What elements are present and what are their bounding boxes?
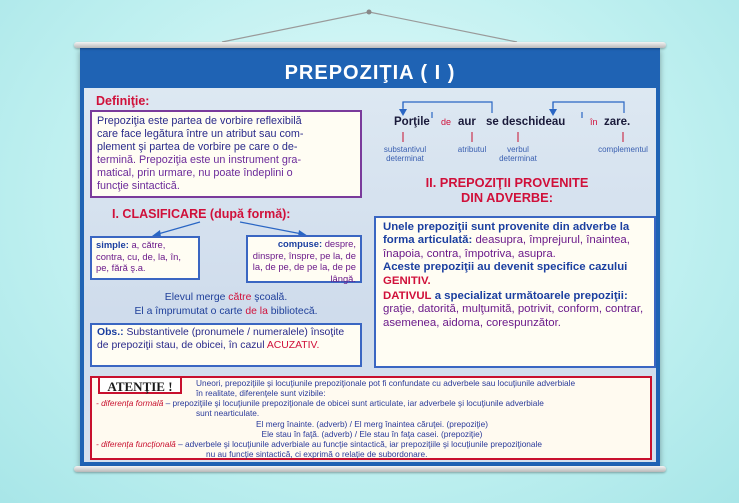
top-rod: [74, 42, 666, 48]
adverb-paragraph-1: Unele prepoziţii sunt provenite din adverbe la forma articulată: deasupra, împrejurul, înaintea, înapoia, contra, împotriva, asupra.: [383, 221, 630, 260]
classification-title: I. CLASIFICARE (după formă):: [112, 207, 291, 221]
compound-prepositions-list: despre, dinspre, înspre, pe la, de la, de pe, de pe la, de pe lângă.: [252, 238, 356, 284]
sentence-preposition: în: [590, 117, 598, 127]
attention-intro: Uneori, prepoziţiile şi locuţiunile prepoziţionale pot fi confundate cu adverbele sau locuţiunile adverbiale: [196, 378, 576, 388]
sentence-word: se deschideau: [486, 116, 566, 128]
simple-prepositions-box: simple: a, către, contra, cu, de, la, în, pe, fără ş.a.: [90, 236, 200, 280]
definition-line: funcţie sintactică.: [97, 180, 180, 192]
observation-box: Obs.: Substantivele (pronumele / numeralele) însoţite de prepoziţii stau, de obicei, în cazul ACUZATIV.: [90, 323, 362, 367]
adverb-paragraph-3: DATIVUL a specializat următoarele prepoziţii: graţie, datorită, mulţumită, potrivit, conform, contrar, asemenea, aidoma, corespunzător.: [383, 290, 644, 329]
tag-attribute: atributul: [457, 145, 487, 154]
definition-line: care face legătura între un atribut sau com-: [97, 128, 304, 140]
definition-box: [90, 110, 362, 198]
attention-example-1: El merg înainte. (adverb) / El merg înaintea căruţei. (prepoziţie): [256, 419, 488, 429]
tag-noun: substantivul determinat: [383, 145, 427, 163]
sentence-preposition: de: [441, 117, 452, 127]
attention-example-2: Ele stau în faţă. (adverb) / Ele stau în faţa casei. (prepoziţie): [261, 429, 483, 439]
adverb-prepositions-box: [374, 216, 656, 368]
tag-complement: complementul: [598, 145, 648, 154]
example-1: Elevul merge către şcoală.: [164, 292, 288, 303]
sentence-word: zare.: [604, 116, 631, 128]
attention-formal-2: sunt nearticulate.: [196, 408, 260, 418]
tag-verb: verbul determinat: [499, 145, 537, 163]
attention-intro-2: în realitate, diferenţele sunt vizibile:: [196, 388, 326, 398]
attention-functional: - diferenţa funcţională – adverbele şi locuţiunile adverbiale au funcţie sintactică, iar prepoziţiile şi locuţiunile prepoziţionale: [96, 439, 542, 449]
sentence-word: Porţile: [394, 116, 430, 128]
attention-label: ATENŢIE !: [98, 376, 182, 394]
adverb-paragraph-2: Aceste prepoziţii au devenit specifice cazului GENITIV.: [383, 261, 628, 287]
example-2: El a împrumutat o carte de la bibliotecă.: [134, 306, 318, 317]
section-2-title: II. PREPOZIŢII PROVENITE DIN ADVERBE:: [425, 175, 589, 205]
definition-line: Prepoziţia este partea de vorbire reflexibilă: [97, 115, 302, 127]
attention-functional-2: nu au funcţie sintactică, ci exprimă o relaţie de subordonare.: [206, 449, 428, 459]
sentence-word: aur: [458, 116, 476, 128]
bottom-rod: [74, 466, 666, 472]
definition-line: matical, prin urmare, nu poate îndeplini o: [97, 167, 293, 179]
definition-line: termină. Prepoziţia este un instrument gra-: [97, 154, 302, 166]
compound-prepositions-box: compuse: despre, dinspre, înspre, pe la, de la, de pe, de pe la, de pe lângă.: [246, 235, 362, 283]
definition-line: plement şi partea de vorbire pe care o de-: [97, 141, 298, 153]
simple-prepositions-list: a, către, contra, cu, de, la, în, pe, fără ş.a.: [96, 239, 181, 273]
definition-label: Definiţie:: [96, 94, 150, 108]
page-title: PREPOZIŢIA ( I ): [284, 62, 456, 84]
attention-formal: - diferenţa formală – prepoziţiile şi locuţiunile prepoziţionale de obicei sunt articulate, iar adverbele şi locuţiunile adverbiale: [96, 398, 544, 408]
